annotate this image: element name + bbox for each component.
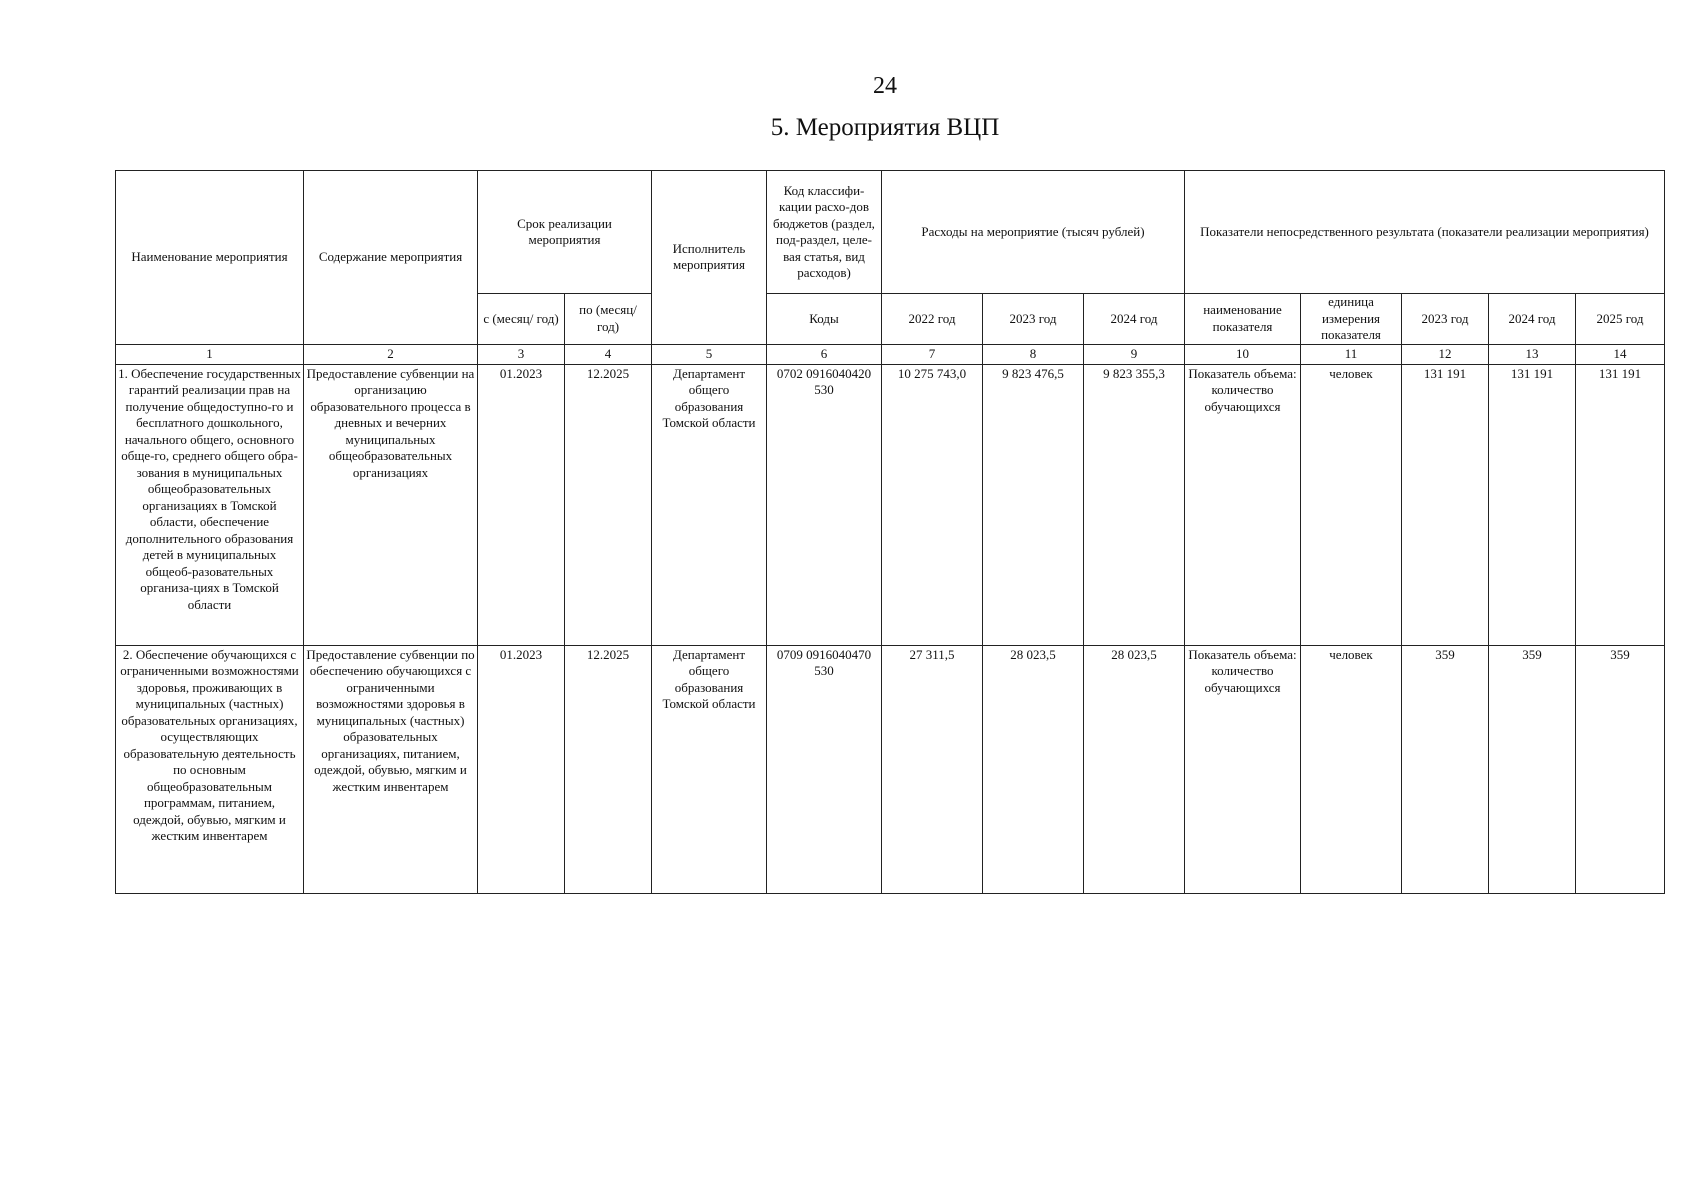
expenses-2024-cell: 28 023,5 (1084, 645, 1185, 893)
header-expenses-2024: 2024 год (1084, 294, 1185, 345)
event-content-cell: Предоставление субвенции по обеспечению обучающихся с ограниченными возможностями здоровья в муниципальных (частных) образовательных организациях, питанием, одеждой, обувью, мягким и жестким инвентарем (304, 645, 478, 893)
budget-code-cell: 0702 0916040420 530 (767, 364, 882, 645)
period-from-cell: 01.2023 (478, 645, 565, 893)
budget-code-cell: 0709 0916040470 530 (767, 645, 882, 893)
events-table (115, 170, 1665, 894)
table-row (116, 364, 1665, 645)
indicator-unit-cell: человек (1301, 645, 1402, 893)
period-from-cell: 01.2023 (478, 364, 565, 645)
indicator-2023-cell: 131 191 (1402, 364, 1489, 645)
header-executor: Исполнитель мероприятия (652, 171, 767, 345)
executor-cell: Департамент общего образования Томской области (652, 645, 767, 893)
header-period-to: по (месяц/ год) (565, 294, 652, 345)
header-indicator-2024: 2024 год (1489, 294, 1576, 345)
header-expenses: Расходы на мероприятие (тысяч рублей) (882, 171, 1185, 294)
indicator-name-cell: Показатель объема: количество обучающихся (1185, 364, 1301, 645)
column-number: 2 (304, 344, 478, 364)
column-number: 13 (1489, 344, 1576, 364)
header-expenses-2022: 2022 год (882, 294, 983, 345)
header-indicators: Показатели непосредственного результата (показатели реализации мероприятия) (1185, 171, 1665, 294)
page-number: 24 (873, 73, 897, 99)
column-number: 6 (767, 344, 882, 364)
header-event-content: Содержание мероприятия (304, 171, 478, 345)
header-indicator-2025: 2025 год (1576, 294, 1665, 345)
header-indicator-unit: единица измерения показателя (1301, 294, 1402, 345)
period-to-cell: 12.2025 (565, 364, 652, 645)
column-number-row (116, 344, 1665, 364)
column-number: 11 (1301, 344, 1402, 364)
column-number: 14 (1576, 344, 1665, 364)
indicator-2025-cell: 131 191 (1576, 364, 1665, 645)
column-number: 3 (478, 344, 565, 364)
column-number: 1 (116, 344, 304, 364)
table-row (116, 645, 1665, 893)
header-indicator-2023: 2023 год (1402, 294, 1489, 345)
column-number: 5 (652, 344, 767, 364)
header-indicator-name: наименование показателя (1185, 294, 1301, 345)
header-classification: Код классифи-кации расхо-дов бюджетов (раздел, под-раздел, целе-вая статья, вид расходов) (767, 171, 882, 294)
indicator-unit-cell: человек (1301, 364, 1402, 645)
column-number: 9 (1084, 344, 1185, 364)
column-number: 8 (983, 344, 1084, 364)
event-name-cell: 1. Обеспечение государственных гарантий реализации прав на получение общедоступно-го и бесплатного дошкольного, начального общего, основного обще-го, среднего общего обра-зования в муниципальных общеобразовательных организациях в Томской области, обеспечение дополнительного образования детей в муниципальных общеоб-разовательных организа-циях в Томской области (116, 364, 304, 645)
column-number: 7 (882, 344, 983, 364)
header-expenses-2023: 2023 год (983, 294, 1084, 345)
header-event-name: Наименование мероприятия (116, 171, 304, 345)
column-number: 10 (1185, 344, 1301, 364)
event-name-cell: 2. Обеспечение обучающихся с ограниченными возможностями здоровья, проживающих в муниципальных (частных) образовательных организациях, осуществляющих образовательную деятельность по основным общеобразовательным программам, питанием, одеждой, обувью, мягким и жестким инвентарем (116, 645, 304, 893)
expenses-2023-cell: 9 823 476,5 (983, 364, 1084, 645)
header-period-from: с (месяц/ год) (478, 294, 565, 345)
header-row-top (116, 171, 1665, 294)
column-number: 12 (1402, 344, 1489, 364)
expenses-2022-cell: 27 311,5 (882, 645, 983, 893)
expenses-2022-cell: 10 275 743,0 (882, 364, 983, 645)
indicator-name-cell: Показатель объема: количество обучающихся (1185, 645, 1301, 893)
indicator-2024-cell: 359 (1489, 645, 1576, 893)
indicator-2023-cell: 359 (1402, 645, 1489, 893)
expenses-2024-cell: 9 823 355,3 (1084, 364, 1185, 645)
page-title: 5. Мероприятия ВЦП (770, 114, 1000, 141)
indicator-2024-cell: 131 191 (1489, 364, 1576, 645)
column-number: 4 (565, 344, 652, 364)
expenses-2023-cell: 28 023,5 (983, 645, 1084, 893)
header-codes: Коды (767, 294, 882, 345)
indicator-2025-cell: 359 (1576, 645, 1665, 893)
period-to-cell: 12.2025 (565, 645, 652, 893)
executor-cell: Департамент общего образования Томской области (652, 364, 767, 645)
header-period: Срок реализации мероприятия (478, 171, 652, 294)
event-content-cell: Предоставление субвенции на организацию образовательного процесса в дневных и вечерних муниципальных общеобразовательных организациях (304, 364, 478, 645)
